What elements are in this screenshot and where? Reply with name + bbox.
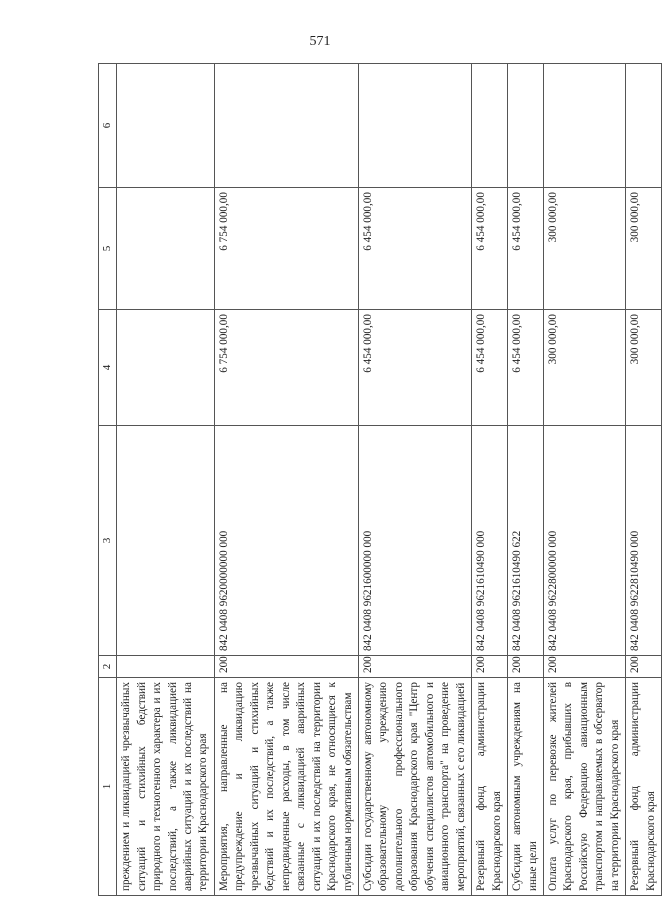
row-code: 842 0408 9621610490 622 [508,426,544,656]
row-kvr: 200 [214,656,358,678]
row-sum-1: 6 454 000,00 [508,310,544,426]
row-extra [543,64,625,188]
column-header-3: 3 [99,426,117,656]
table-header-row [99,64,117,896]
table-row [626,64,662,896]
row-name: Мероприятия, направленные на предупреждение и ликвидацию чрезвычайных ситуаций и стихийных бедствий и их последствий, а также непредвиденные расходы, в том числе связанные с ликвидацией аварийных ситуаций и их последствий на территории Краснодарского края, не относящиеся к публичным нормативным обязательствам [214,678,358,896]
row-extra [358,64,471,188]
column-header-6: 6 [99,64,117,188]
row-name: Резервный фонд администрации Краснодарского края [626,678,662,896]
row-kvr [117,656,215,678]
row-code [117,426,215,656]
row-extra [508,64,544,188]
column-header-4: 4 [99,310,117,426]
row-code: 842 0408 9621600000 000 [358,426,471,656]
row-sum-1 [117,310,215,426]
row-name: Оплата услуг по перевозке жителей Краснодарского края, прибывших в Российскую Федерацию авиационным транспортом и направляемых в обсерватор на территории Краснодарского края [543,678,625,896]
table-row [543,64,625,896]
row-sum-1: 6 754 000,00 [214,310,358,426]
row-extra [117,64,215,188]
table-row [472,64,508,896]
budget-table [98,63,662,896]
row-kvr: 200 [472,656,508,678]
row-kvr: 200 [508,656,544,678]
row-name: Субсидии автономным учреждениям на иные цели [508,678,544,896]
table-row [214,64,358,896]
row-sum-2: 6 454 000,00 [508,188,544,310]
row-code: 842 0408 9622810490 000 [626,426,662,656]
row-sum-2 [117,188,215,310]
row-sum-1: 6 454 000,00 [358,310,471,426]
row-sum-2: 6 454 000,00 [472,188,508,310]
row-kvr: 200 [358,656,471,678]
column-header-1: 1 [99,678,117,896]
row-kvr: 200 [543,656,625,678]
column-header-5: 5 [99,188,117,310]
row-sum-2: 6 454 000,00 [358,188,471,310]
column-header-2: 2 [99,656,117,678]
table-row [358,64,471,896]
page-number: 571 [309,34,331,49]
row-name: Субсидии государственному автономному образовательному учреждению дополнительного профессионального образования Краснодарского края "Центр обучения специалистов автомобильного и авиационного транспорта" на проведение мероприятий, связанных с его ликвидацией [358,678,471,896]
row-sum-2: 300 000,00 [543,188,625,310]
row-sum-2: 300 000,00 [626,188,662,310]
row-extra [626,64,662,188]
row-code: 842 0408 9620000000 000 [214,426,358,656]
row-sum-1: 300 000,00 [626,310,662,426]
row-name: Резервный фонд администрации Краснодарского края [472,678,508,896]
table-row [508,64,544,896]
row-extra [214,64,358,188]
row-extra [472,64,508,188]
row-kvr: 200 [626,656,662,678]
row-sum-1: 300 000,00 [543,310,625,426]
row-code: 842 0408 9621610490 000 [472,426,508,656]
rotated-table-container [98,64,657,896]
row-name: преждением и ликвидацией чрезвычайных ситуаций и стихийных бедствий природного и техногенного характера и их последствий, а также ликвидацией аварийных ситуаций и их последствий на территории Краснодарского края [117,678,215,896]
row-code: 842 0408 9622800000 000 [543,426,625,656]
table-row [117,64,215,896]
row-sum-1: 6 454 000,00 [472,310,508,426]
row-sum-2: 6 754 000,00 [214,188,358,310]
